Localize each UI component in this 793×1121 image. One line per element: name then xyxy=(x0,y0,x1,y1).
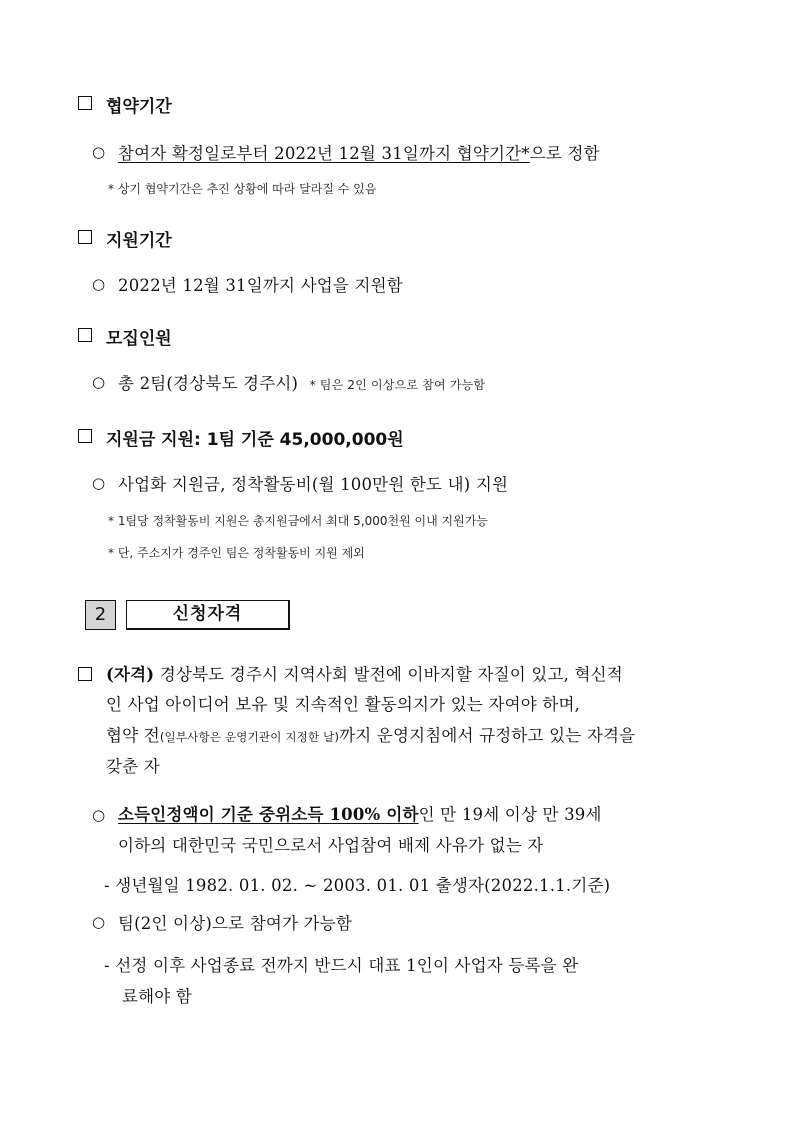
birth-range: - 생년월일 1982. 01. 02. ~ 2003. 01. 01 출생자(2022.1.1.기준) xyxy=(104,876,611,895)
agreement-period-tail: 으로 정함 xyxy=(529,144,600,163)
qualification-line-3a: 협약 전 xyxy=(106,726,160,745)
income-bold: 소득인정액이 기준 중위소득 100% 이하 xyxy=(118,805,419,824)
checkbox-icon xyxy=(78,96,92,110)
agreement-period-note: * 상기 협약기간은 추진 상황에 따라 달라질 수 있음 xyxy=(108,182,377,196)
heading-support-period: 지원기간 xyxy=(106,231,172,251)
bullet-icon: ○ xyxy=(92,143,106,161)
agreement-period-text xyxy=(118,140,600,164)
qualification-line-1-text: 경상북도 경주시 지역사회 발전에 이바지할 자질이 있고, 혁신적 xyxy=(154,665,623,684)
income-line-2: 이하의 대한민국 국민으로서 사업참여 배제 사유가 없는 자 xyxy=(118,836,544,855)
bullet-icon: ○ xyxy=(92,275,106,293)
checkbox-icon xyxy=(78,328,92,342)
bullet-icon: ○ xyxy=(92,806,106,824)
grant-text: 사업화 지원금, 정착활동비(월 100만원 한도 내) 지원 xyxy=(118,475,509,494)
heading-grant: 지원금 지원: 1팀 기준 45,000,000원 xyxy=(106,430,404,450)
qualification-line-4: 갖춘 자 xyxy=(106,757,160,776)
checkbox-icon xyxy=(78,429,92,443)
qualification-line-3 xyxy=(106,722,635,746)
recruitment-main: 총 2팀(경상북도 경주시) xyxy=(118,374,299,393)
bullet-icon: ○ xyxy=(92,373,106,391)
income-line-1 xyxy=(118,801,602,825)
qualification-line-2: 인 사업 아이디어 보유 및 지속적인 활동의지가 있는 자여야 하며, xyxy=(106,695,581,714)
bullet-icon: ○ xyxy=(92,913,106,931)
income-rest: 인 만 19세 이상 만 39세 xyxy=(418,805,602,824)
qualification-line-3b: 까지 운영지침에서 규정하고 있는 자격을 xyxy=(339,726,636,745)
grant-note-1: * 1팀당 정착활동비 지원은 총지원금에서 최대 5,000천원 이내 지원가능 xyxy=(108,514,488,528)
heading-recruitment: 모집인원 xyxy=(106,329,172,349)
recruitment-inline-note: * 팀은 2인 이상으로 참여 가능함 xyxy=(309,378,486,392)
checkbox-icon xyxy=(78,667,92,681)
support-period-text: 2022년 12월 31일까지 사업을 지원함 xyxy=(118,276,403,295)
team-text: 팀(2인 이상)으로 참여가 가능함 xyxy=(118,914,352,933)
register-line-1: - 선정 이후 사업종료 전까지 반드시 대표 1인이 사업자 등록을 완 xyxy=(104,956,579,975)
register-line-2: 료해야 함 xyxy=(122,987,193,1006)
heading-agreement-period: 협약기간 xyxy=(106,97,172,117)
qualification-label: (자격) xyxy=(106,665,155,684)
grant-note-2: * 단, 주소지가 경주인 팀은 정착활동비 지원 제외 xyxy=(108,546,365,560)
recruitment-text xyxy=(118,370,485,394)
qualification-line-1 xyxy=(106,661,623,685)
qualification-line-3-small: (일부사항은 운영기관이 지정한 날) xyxy=(159,730,340,744)
section-number-badge: 2 xyxy=(85,600,116,630)
agreement-period-underlined: 참여자 확정일로부터 2022년 12월 31일까지 협약기간* xyxy=(118,144,530,163)
bullet-icon: ○ xyxy=(92,474,106,492)
checkbox-icon xyxy=(78,230,92,244)
section-title: 신청자격 xyxy=(126,600,290,630)
